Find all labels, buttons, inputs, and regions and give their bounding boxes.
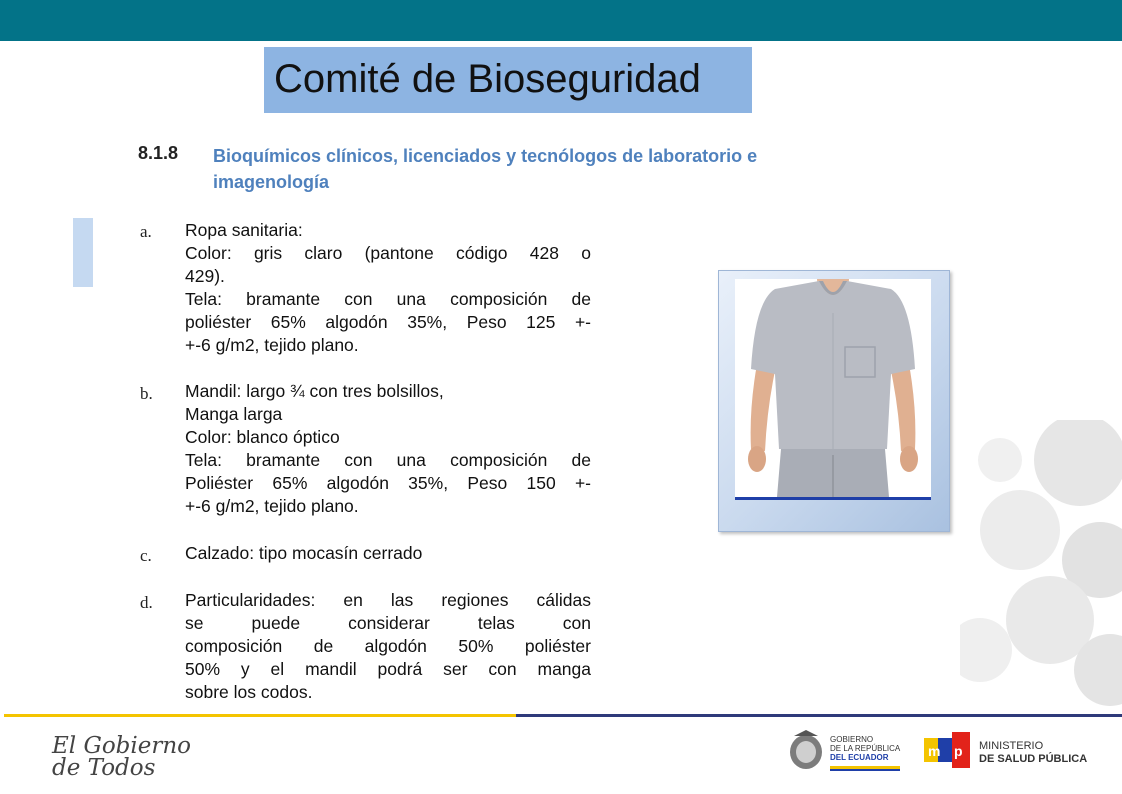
svg-text:p: p: [954, 743, 963, 759]
item-letter: d.: [140, 593, 153, 612]
gov-line: DE LA REPÚBLICA: [830, 744, 901, 753]
msp-line: DE SALUD PÚBLICA: [979, 753, 1088, 765]
section-title: [213, 143, 893, 195]
item-line: Ropa sanitaria:: [185, 220, 303, 240]
slogan-line: El Gobierno: [52, 733, 192, 759]
item-line: Particularidades: en las regiones cálidas: [185, 590, 591, 610]
gov-line: DEL ECUADOR: [830, 753, 889, 762]
msp-logo-icon: [924, 732, 970, 768]
item-line: Tela: bramante con una composición de: [185, 289, 591, 309]
item-line: Mandil: largo ¾ con tres bolsillos,: [185, 381, 444, 401]
item-line: Tela: bramante con una composición de: [185, 450, 591, 470]
item-letter: a.: [140, 222, 152, 241]
msp-text: [979, 740, 1087, 766]
item-line: Poliéster 65% algodón 35%, Peso 150 +-: [185, 473, 591, 493]
item-line: Manga larga: [185, 404, 283, 424]
section-number: 8.1.8: [138, 143, 179, 163]
scrubs-illustration: [735, 279, 931, 497]
item-line: se puede considerar telas con: [185, 613, 591, 633]
item-letter: b.: [140, 384, 153, 403]
photo-frame: [718, 270, 950, 532]
footer-slogan: [52, 735, 191, 779]
item-line: sobre los codos.: [185, 682, 313, 702]
page-title: Comité de Bioseguridad: [274, 57, 701, 101]
gov-text: [830, 735, 900, 762]
footer-line-yellow: [4, 714, 516, 717]
item-line: poliéster 65% algodón 35%, Peso 125 +-: [185, 312, 591, 332]
gov-line: GOBIERNO: [830, 735, 874, 744]
list-item: [185, 542, 591, 565]
decorative-circles: [960, 420, 1122, 720]
item-line: 50% y el mandil podrá ser con manga: [185, 659, 591, 679]
slogan-line: de Todos: [52, 755, 156, 781]
list-item: [185, 589, 591, 704]
scrubs-photo: [735, 279, 931, 500]
item-line: Color: gris claro (pantone código 428 o: [185, 243, 591, 263]
side-accent-bar: [73, 218, 93, 287]
top-bar: [0, 0, 1122, 41]
item-line: Color: blanco óptico: [185, 427, 340, 447]
item-line: Calzado: tipo mocasín cerrado: [185, 543, 423, 563]
section-title-line: Bioquímicos clínicos, licenciados y tecnólogos de laboratorio e: [213, 146, 758, 166]
title-box: [264, 47, 752, 113]
list-item: [185, 380, 591, 518]
list-item: [185, 219, 591, 357]
msp-line: MINISTERIO: [979, 740, 1044, 752]
footer-line-navy: [516, 714, 1122, 717]
svg-text:m: m: [928, 743, 941, 759]
item-line: +-6 g/m2, tejido plano.: [185, 335, 359, 355]
item-line: +-6 g/m2, tejido plano.: [185, 496, 359, 516]
section-title-line: imagenología: [213, 172, 330, 192]
item-letter: c.: [140, 546, 152, 565]
item-line: 429).: [185, 266, 225, 286]
item-line: composición de algodón 50% poliéster: [185, 636, 591, 656]
